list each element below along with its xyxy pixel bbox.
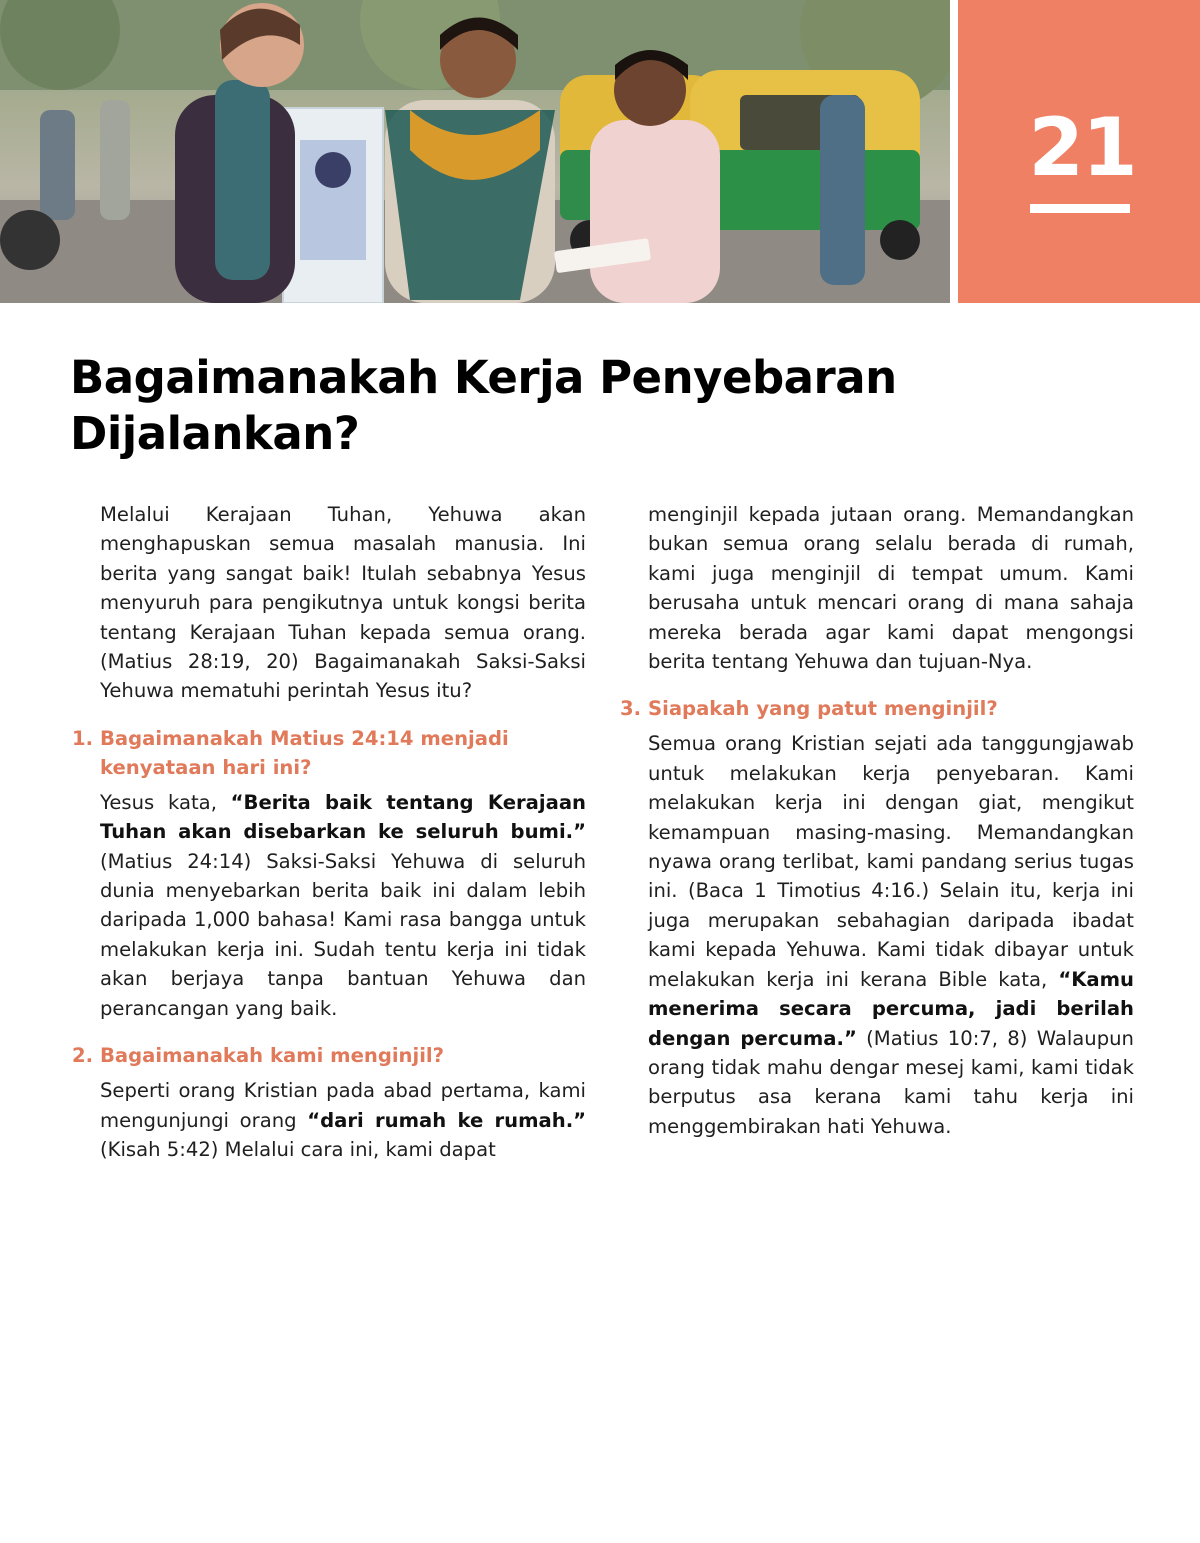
scripture-quote: “Berita baik tentang Kerajaan Tuhan akan disebarkan ke seluruh bumi.” [100, 790, 586, 844]
photo-street-scene [0, 0, 950, 303]
question-3 [618, 694, 1134, 723]
question-text: Siapakah yang patut menginjil? [648, 697, 998, 721]
scripture-quote: “Kamu menerima secara percuma, jadi berilah dengan percuma.” [648, 967, 1134, 1050]
answer-text: Seperti orang Kristian pada abad pertama, kami mengunjungi orang [100, 1079, 586, 1132]
answer-text: (Matius 10:7, 8) Walaupun orang tidak mahu dengar mesej kami, kami tidak berputus asa kerana kami tahu kerja ini menggembirakan hati Yehuwa. [648, 1026, 1134, 1138]
photo-literature-cart [283, 108, 383, 303]
photo-scooter [0, 210, 60, 270]
lesson-number-underline [1030, 204, 1130, 213]
photo-person-walking [820, 95, 865, 285]
page-title: Bagaimanakah Kerja Penyebaran Dijalankan? [70, 351, 897, 460]
question-number: 1. [72, 726, 94, 750]
lesson-number-panel [958, 0, 1200, 303]
question-text: Bagaimanakah kami menginjil? [100, 1044, 445, 1068]
question-number: 3. [620, 697, 642, 721]
photo-person-bg [100, 100, 130, 220]
answer-2-continuation: menginjil kepada jutaan orang. Memandangkan bukan semua orang selalu berada di rumah, kami juga menginjil di tempat umum. Kami berusaha untuk mencari orang di mana sahaja mereka berada agar kami dapat mengongsi berita tentang Yehuwa dan tujuan-Nya. [648, 503, 1134, 674]
right-column [618, 500, 1134, 1141]
answer-text: Yesus kata, [100, 790, 231, 814]
intro-paragraph: Melalui Kerajaan Tuhan, Yehuwa akan menghapuskan semua masalah manusia. Ini berita yang sangat baik! Itulah sebabnya Yesus menyuruh para pengikutnya untuk kongsi berita tentang Kerajaan Tuhan kepada semua orang. (Matius 28:19, 20) Bagaimanakah Saksi-Saksi Yehuwa mematuhi perintah Yesus itu? [100, 503, 586, 703]
question-2 [70, 1041, 586, 1070]
photo-person-bg [40, 110, 75, 220]
scripture-quote: “dari rumah ke rumah.” [307, 1108, 587, 1132]
answer-3-paragraph [618, 729, 1134, 1141]
answer-2-paragraph [70, 1076, 586, 1164]
header-photo [0, 0, 950, 303]
question-text: Bagaimanakah Matius 24:14 menjadi kenyataan hari ini? [100, 726, 509, 779]
answer-text: (Kisah 5:42) Melalui cara ini, kami dapat [100, 1137, 496, 1161]
lesson-number: 21 [1028, 101, 1136, 194]
answer-text: Semua orang Kristian sejati ada tanggungjawab untuk melakukan kerja penyebaran. Kami melakukan kerja ini dengan giat, mengikut kemampuan masing-masing. Memandangkan nyawa orang terlibat, kami pandang serius tugas ini. (Baca 1 Timotius 4:16.) Selain itu, kerja ini juga merupakan sebahagian daripada ibadat kami kepada Yehuwa. Kami tidak dibayar untuk melakukan kerja ini kerana Bible kata, [648, 732, 1134, 991]
answer-1-paragraph [70, 788, 586, 1023]
question-number: 2. [72, 1044, 94, 1068]
question-1 [70, 724, 586, 782]
left-column [70, 500, 586, 1164]
answer-text: (Matius 24:14) Saksi-Saksi Yehuwa di seluruh dunia menyebarkan berita baik ini dalam lebih daripada 1,000 bahasa! Kami rasa bangga untuk melakukan kerja ini. Sudah tentu kerja ini tidak akan berjaya tanpa bantuan Yehuwa dan perancangan yang baik. [100, 849, 586, 1020]
